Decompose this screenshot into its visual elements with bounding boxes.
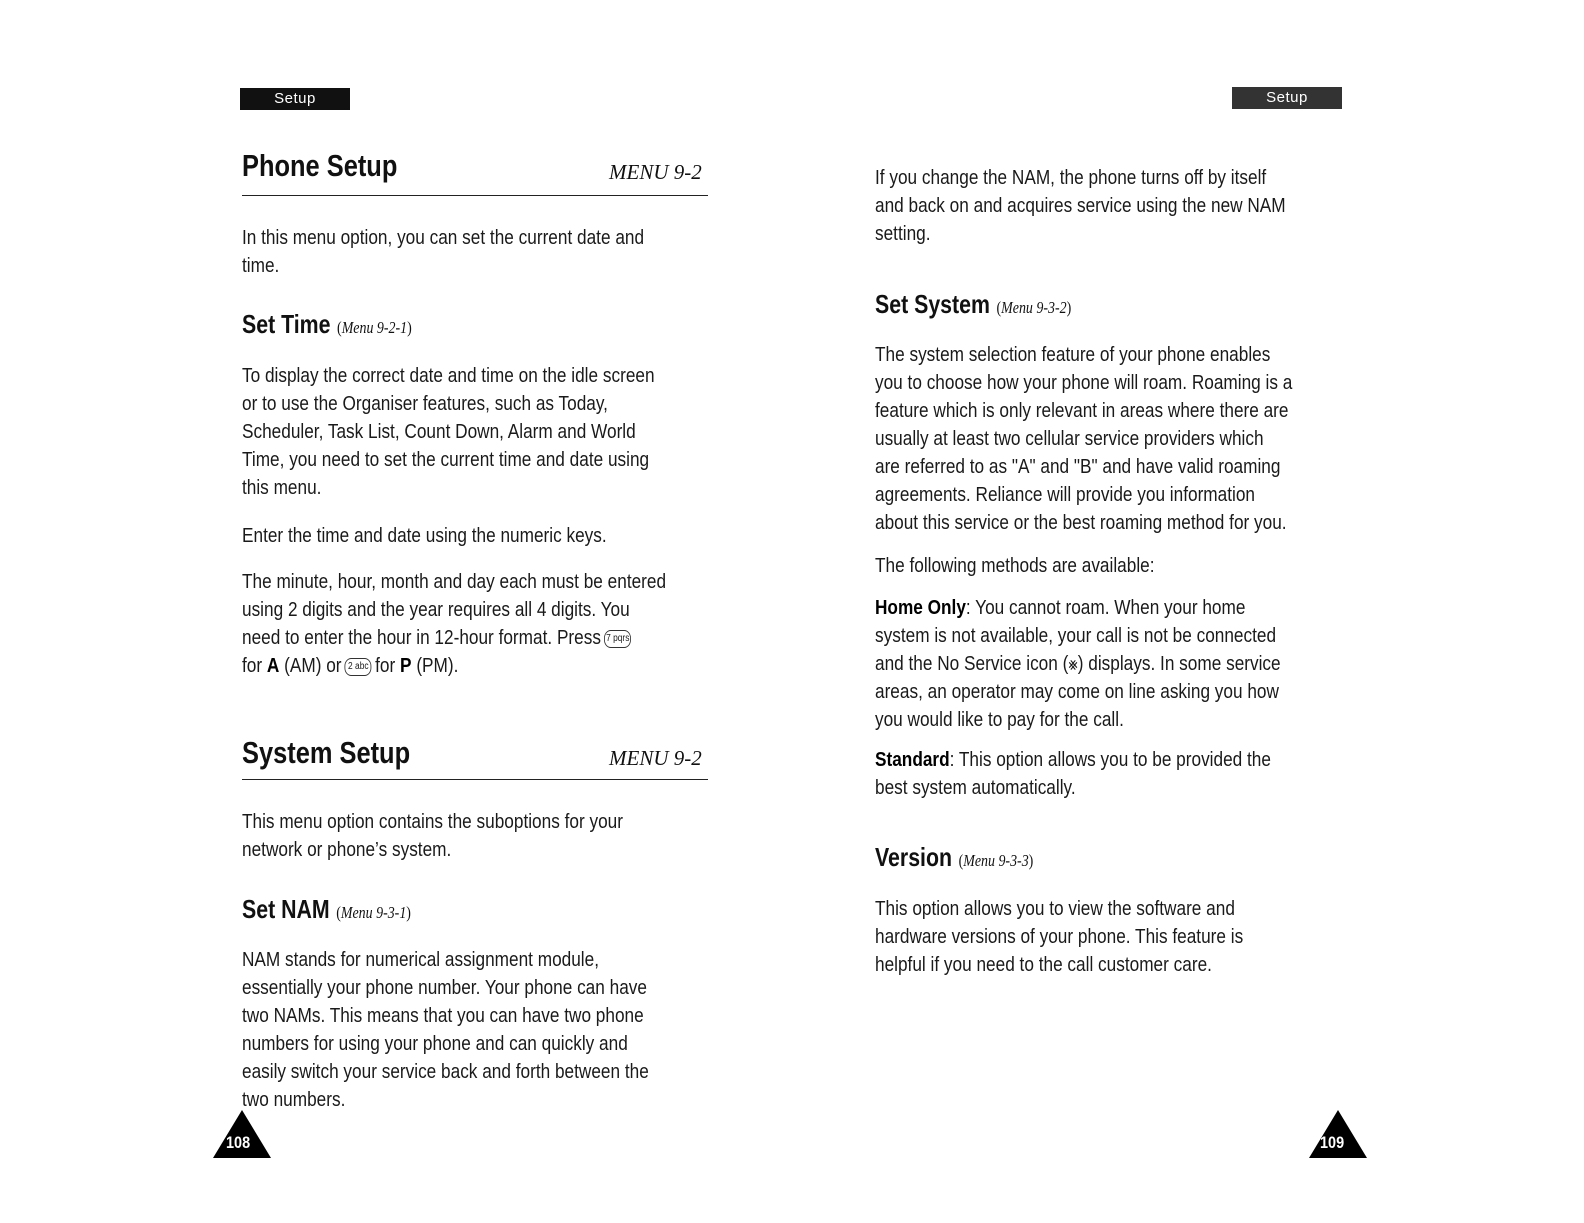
system-setup-rule (242, 779, 708, 780)
home-only-paragraph: Home Only: You cannot roam. When your home system is not available, your call is not be connected and the No Service icon (⨳) displays. In some service areas, an operator may come on line asking you how you would like to pay for the call. (875, 596, 1281, 731)
section-tab-right: Setup (1232, 87, 1342, 109)
set-time-paragraph-3: The minute, hour, month and day each must be entered using 2 digits and the year requires all 4 digits. You need to enter the hour in 12-hour format. Press 7 pqrs for A (AM) or 2 abc for P (PM). (242, 570, 667, 677)
phone-setup-rule (242, 195, 708, 196)
set-system-heading: Set System (Menu 9-3-2) (875, 289, 1072, 319)
set-time-paragraph-2: Enter the time and date using the numeric keys. (242, 524, 607, 547)
system-setup-menu-tag: MENU 9-2 (609, 746, 702, 770)
system-setup-heading: System Setup (242, 735, 411, 770)
phone-setup-menu-tag: MENU 9-2 (609, 160, 702, 184)
system-setup-intro: This menu option contains the suboptions for your network or phone’s system. (242, 810, 623, 861)
version-paragraph: This option allows you to view the software and hardware versions of your phone. This feature is helpful if you need to the call customer care. (875, 897, 1244, 976)
set-system-paragraph-1: The system selection feature of your phone enables you to choose how your phone will roam. Roaming is a feature which is only relevant in areas where there are usually at least two cellular service providers which are referred to as "A" and "B" and have valid roaming agreements. Reliance will provide you information about this service or the best roaming method for you. (875, 343, 1293, 534)
set-system-paragraph-2: The following methods are available: (875, 554, 1155, 577)
version-heading: Version (Menu 9-3-3) (875, 842, 1034, 872)
nam-continued-paragraph: If you change the NAM, the phone turns off by itself and back on and acquires service using the new NAM setting. (875, 166, 1286, 245)
set-nam-heading: Set NAM (Menu 9-3-1) (242, 894, 411, 924)
set-nam-paragraph: NAM stands for numerical assignment module, essentially your phone number. Your phone can have two NAMs. This means that you can have two phone numbers for using your phone and can quickly and easily switch your service back and forth between the two numbers. (242, 948, 649, 1111)
key-7-icon: 7 pqrs (604, 630, 631, 648)
set-time-paragraph-1: To display the correct date and time on the idle screen or to use the Organiser features, such as Today, Scheduler, Task List, Count Down, Alarm and World Time, you need to set the current time and date using this menu. (242, 364, 655, 499)
key-2-icon: 2 abc (345, 658, 372, 676)
standard-paragraph: Standard: This option allows you to be provided the best system automatically. (875, 748, 1271, 799)
phone-setup-heading: Phone Setup (242, 148, 398, 183)
phone-setup-intro: In this menu option, you can set the current date and time. (242, 226, 645, 277)
set-time-heading: Set Time (Menu 9-2-1) (242, 309, 412, 339)
no-service-icon: ⨳ (1068, 654, 1078, 674)
page-number-right: 109 (1320, 1133, 1345, 1152)
section-tab-left: Setup (240, 88, 350, 110)
page-number-left: 108 (226, 1133, 251, 1152)
